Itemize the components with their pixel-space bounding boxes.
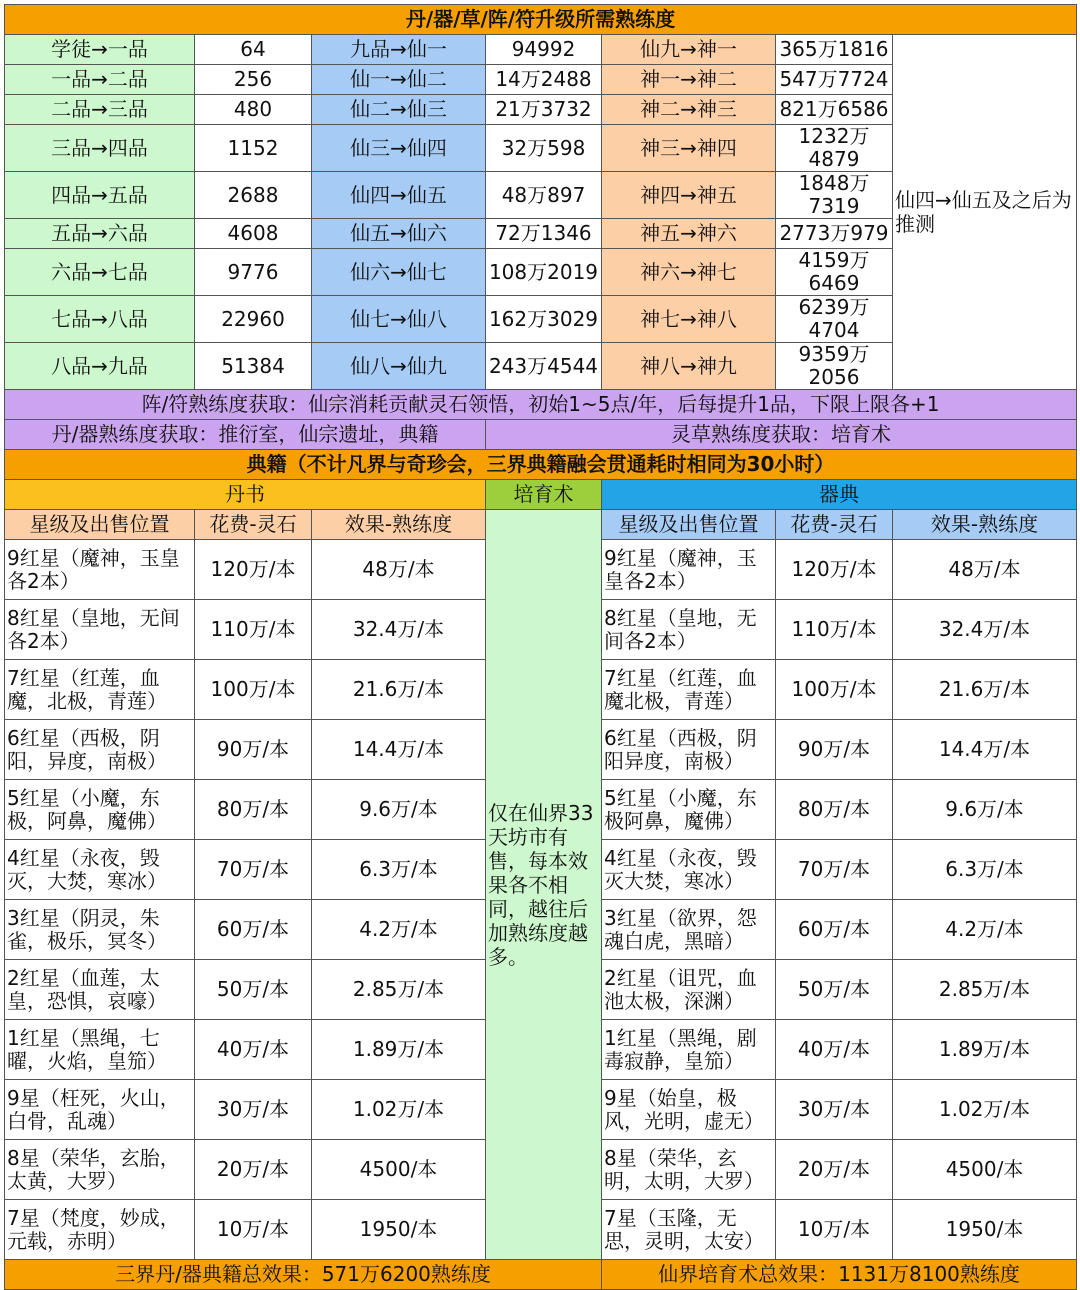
level-exp-basic: 9776 — [195, 249, 312, 296]
level-range-immortal: 九品→仙一 — [312, 35, 486, 65]
level-exp-divine: 365万1816 — [776, 35, 893, 65]
level-exp-basic: 1152 — [195, 125, 312, 172]
level-exp-immortal: 108万2019 — [486, 249, 602, 296]
pei-header: 培育术 — [486, 480, 602, 510]
level-exp-immortal: 72万1346 — [486, 219, 602, 249]
qi-book-cost: 60万/本 — [776, 900, 893, 960]
level-exp-immortal: 14万2488 — [486, 65, 602, 95]
level-range-basic: 三品→四品 — [5, 125, 195, 172]
dan-book-star: 8星（荣华，玄胎，太黄，大罗） — [5, 1140, 195, 1200]
level-row — [5, 35, 1077, 65]
qi-book-effect: 1950/本 — [893, 1200, 1077, 1260]
level-range-basic: 二品→三品 — [5, 95, 195, 125]
qi-book-effect: 6.3万/本 — [893, 840, 1077, 900]
qi-book-effect: 48万/本 — [893, 540, 1077, 600]
qi-col-star: 星级及出售位置 — [602, 510, 776, 540]
dan-book-cost: 80万/本 — [195, 780, 312, 840]
dan-book-cost: 100万/本 — [195, 660, 312, 720]
dan-book-effect: 21.6万/本 — [312, 660, 486, 720]
level-range-basic: 五品→六品 — [5, 219, 195, 249]
qi-book-star: 7星（玉隆，无思，灵明，太安） — [602, 1200, 776, 1260]
level-range-immortal: 仙二→仙三 — [312, 95, 486, 125]
level-range-divine: 神六→神七 — [602, 249, 776, 296]
level-range-basic: 七品→八品 — [5, 296, 195, 343]
dan-book-effect: 2.85万/本 — [312, 960, 486, 1020]
qi-col-cost: 花费-灵石 — [776, 510, 893, 540]
dan-book-effect: 1.02万/本 — [312, 1080, 486, 1140]
qi-book-cost: 40万/本 — [776, 1020, 893, 1080]
dan-book-star: 2红星（血莲，太皇，恐惧，哀嚎） — [5, 960, 195, 1020]
dan-book-effect: 9.6万/本 — [312, 780, 486, 840]
qi-book-effect: 1.02万/本 — [893, 1080, 1077, 1140]
level-range-divine: 仙九→神一 — [602, 35, 776, 65]
qi-book-effect: 2.85万/本 — [893, 960, 1077, 1020]
qi-book-cost: 70万/本 — [776, 840, 893, 900]
level-exp-immortal: 48万897 — [486, 172, 602, 219]
levels-note: 仙四→仙五及之后为推测 — [893, 35, 1077, 390]
qi-book-cost: 30万/本 — [776, 1080, 893, 1140]
qi-book-cost: 110万/本 — [776, 600, 893, 660]
level-exp-immortal: 243万4544 — [486, 343, 602, 390]
qi-book-effect: 4500/本 — [893, 1140, 1077, 1200]
dan-book-star: 7星（梵度，妙成，元载，赤明） — [5, 1200, 195, 1260]
dan-book-effect: 1.89万/本 — [312, 1020, 486, 1080]
qi-book-star: 7红星（红莲，血魔北极，青莲） — [602, 660, 776, 720]
level-exp-basic: 4608 — [195, 219, 312, 249]
dan-col-effect: 效果-熟练度 — [312, 510, 486, 540]
dan-header: 丹书 — [5, 480, 486, 510]
level-range-divine: 神三→神四 — [602, 125, 776, 172]
level-exp-divine: 4159万6469 — [776, 249, 893, 296]
qi-book-cost: 80万/本 — [776, 780, 893, 840]
dan-book-star: 9星（枉死，火山，白骨，乱魂） — [5, 1080, 195, 1140]
level-range-divine: 神五→神六 — [602, 219, 776, 249]
level-exp-immortal: 94992 — [486, 35, 602, 65]
level-range-immortal: 仙一→仙二 — [312, 65, 486, 95]
books-title: 典籍（不计凡界与奇珍会，三界典籍融会贯通耗时相同为30小时） — [5, 450, 1077, 480]
level-exp-divine: 547万7724 — [776, 65, 893, 95]
pei-note: 仅在仙界33天坊市有售，每本效果各不相同，越往后加熟练度越多。 — [486, 510, 602, 1260]
level-exp-basic: 64 — [195, 35, 312, 65]
level-exp-divine: 1848万7319 — [776, 172, 893, 219]
level-exp-divine: 6239万4704 — [776, 296, 893, 343]
qi-book-star: 9红星（魔神，玉皇各2本） — [602, 540, 776, 600]
dan-book-cost: 60万/本 — [195, 900, 312, 960]
qi-book-effect: 32.4万/本 — [893, 600, 1077, 660]
level-range-immortal: 仙五→仙六 — [312, 219, 486, 249]
acquire-cao-note: 灵草熟练度获取：培育术 — [486, 420, 1077, 450]
level-range-basic: 一品→二品 — [5, 65, 195, 95]
qi-book-effect: 9.6万/本 — [893, 780, 1077, 840]
dan-book-effect: 4.2万/本 — [312, 900, 486, 960]
total-dan-qi: 三界丹/器典籍总效果：571万6200熟练度 — [5, 1260, 602, 1290]
dan-book-star: 5红星（小魔，东极，阿鼻，魔佛） — [5, 780, 195, 840]
dan-book-effect: 6.3万/本 — [312, 840, 486, 900]
level-range-divine: 神一→神二 — [602, 65, 776, 95]
level-exp-immortal: 32万598 — [486, 125, 602, 172]
proficiency-sheet — [4, 4, 1076, 1290]
qi-book-cost: 100万/本 — [776, 660, 893, 720]
dan-col-star: 星级及出售位置 — [5, 510, 195, 540]
qi-col-effect: 效果-熟练度 — [893, 510, 1077, 540]
level-exp-basic: 480 — [195, 95, 312, 125]
level-range-immortal: 仙三→仙四 — [312, 125, 486, 172]
level-exp-divine: 821万6586 — [776, 95, 893, 125]
dan-book-cost: 90万/本 — [195, 720, 312, 780]
qi-book-star: 5红星（小魔，东极阿鼻，魔佛） — [602, 780, 776, 840]
dan-book-star: 9红星（魔神，玉皇各2本） — [5, 540, 195, 600]
dan-book-star: 6红星（西极，阴阳，异度，南极） — [5, 720, 195, 780]
dan-book-effect: 1950/本 — [312, 1200, 486, 1260]
dan-book-star: 4红星（永夜，毁灭，大焚，寒冰） — [5, 840, 195, 900]
level-range-basic: 六品→七品 — [5, 249, 195, 296]
dan-book-cost: 30万/本 — [195, 1080, 312, 1140]
qi-header: 器典 — [602, 480, 1077, 510]
level-exp-immortal: 162万3029 — [486, 296, 602, 343]
dan-book-cost: 40万/本 — [195, 1020, 312, 1080]
dan-book-cost: 20万/本 — [195, 1140, 312, 1200]
total-pei: 仙界培育术总效果：1131万8100熟练度 — [602, 1260, 1077, 1290]
qi-book-star: 4红星（永夜，毁灭大焚，寒冰） — [602, 840, 776, 900]
dan-book-star: 3红星（阴灵，朱雀，极乐，冥冬） — [5, 900, 195, 960]
level-range-divine: 神七→神八 — [602, 296, 776, 343]
qi-book-cost: 120万/本 — [776, 540, 893, 600]
dan-book-cost: 10万/本 — [195, 1200, 312, 1260]
dan-book-star: 8红星（皇地，无间各2本） — [5, 600, 195, 660]
level-range-immortal: 仙六→仙七 — [312, 249, 486, 296]
qi-book-effect: 1.89万/本 — [893, 1020, 1077, 1080]
dan-book-cost: 50万/本 — [195, 960, 312, 1020]
qi-book-effect: 21.6万/本 — [893, 660, 1077, 720]
dan-col-cost: 花费-灵石 — [195, 510, 312, 540]
proficiency-table — [4, 4, 1077, 1290]
level-range-immortal: 仙七→仙八 — [312, 296, 486, 343]
level-range-divine: 神四→神五 — [602, 172, 776, 219]
level-exp-basic: 2688 — [195, 172, 312, 219]
qi-book-cost: 10万/本 — [776, 1200, 893, 1260]
dan-book-cost: 70万/本 — [195, 840, 312, 900]
dan-book-star: 1红星（黑绳，七曜，火焰，皇笳） — [5, 1020, 195, 1080]
level-range-basic: 八品→九品 — [5, 343, 195, 390]
qi-book-star: 1红星（黑绳，剧毒寂静，皇笳） — [602, 1020, 776, 1080]
dan-book-star: 7红星（红莲，血魔，北极，青莲） — [5, 660, 195, 720]
level-range-immortal: 仙四→仙五 — [312, 172, 486, 219]
qi-book-cost: 20万/本 — [776, 1140, 893, 1200]
qi-book-effect: 14.4万/本 — [893, 720, 1077, 780]
level-exp-divine: 2773万979 — [776, 219, 893, 249]
table-body — [5, 5, 1077, 1290]
level-exp-basic: 51384 — [195, 343, 312, 390]
qi-book-star: 8红星（皇地，无间各2本） — [602, 600, 776, 660]
level-range-divine: 神二→神三 — [602, 95, 776, 125]
acquire-zhen-note: 阵/符熟练度获取：仙宗消耗贡献灵石领悟，初始1~5点/年，后每提升1品，下限上限各+1 — [5, 390, 1077, 420]
qi-book-star: 2红星（诅咒，血池太极，深渊） — [602, 960, 776, 1020]
level-range-immortal: 仙八→仙九 — [312, 343, 486, 390]
level-range-basic: 学徒→一品 — [5, 35, 195, 65]
dan-book-effect: 32.4万/本 — [312, 600, 486, 660]
qi-book-star: 3红星（欲界，怨魂白虎，黑暗） — [602, 900, 776, 960]
dan-book-effect: 48万/本 — [312, 540, 486, 600]
dan-book-effect: 4500/本 — [312, 1140, 486, 1200]
sheet-title: 丹/器/草/阵/符升级所需熟练度 — [5, 5, 1077, 35]
level-exp-immortal: 21万3732 — [486, 95, 602, 125]
level-range-basic: 四品→五品 — [5, 172, 195, 219]
dan-book-effect: 14.4万/本 — [312, 720, 486, 780]
qi-book-cost: 90万/本 — [776, 720, 893, 780]
dan-book-cost: 120万/本 — [195, 540, 312, 600]
qi-book-star: 8星（荣华，玄明，太明，大罗） — [602, 1140, 776, 1200]
level-exp-basic: 22960 — [195, 296, 312, 343]
qi-book-star: 9星（始皇，极风，光明，虚无） — [602, 1080, 776, 1140]
level-exp-divine: 9359万2056 — [776, 343, 893, 390]
level-exp-basic: 256 — [195, 65, 312, 95]
qi-book-cost: 50万/本 — [776, 960, 893, 1020]
dan-book-cost: 110万/本 — [195, 600, 312, 660]
qi-book-effect: 4.2万/本 — [893, 900, 1077, 960]
acquire-dan-note: 丹/器熟练度获取：推衍室，仙宗遗址，典籍 — [5, 420, 486, 450]
qi-book-star: 6红星（西极，阴阳异度，南极） — [602, 720, 776, 780]
level-range-divine: 神八→神九 — [602, 343, 776, 390]
level-exp-divine: 1232万4879 — [776, 125, 893, 172]
